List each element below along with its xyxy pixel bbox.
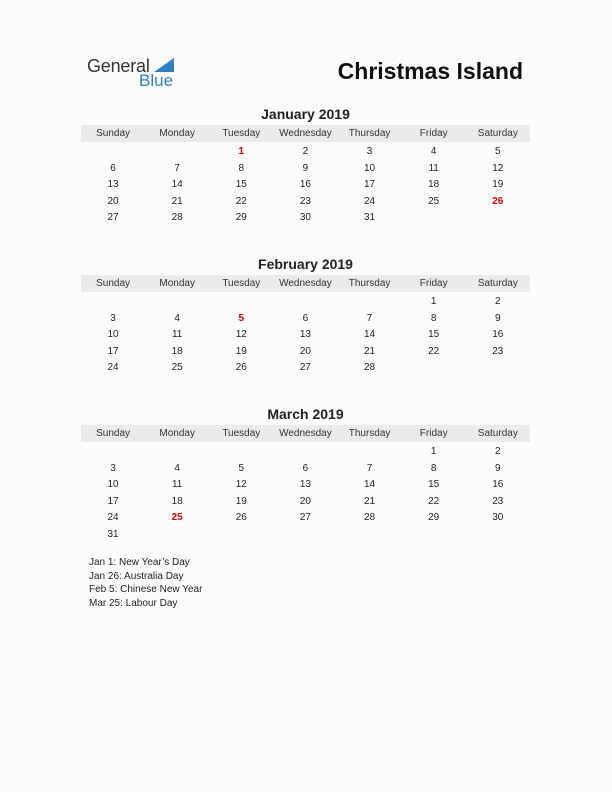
weekday-label: Monday xyxy=(159,428,195,439)
day-cell: 21 xyxy=(364,495,376,507)
day-cell: 27 xyxy=(107,212,119,224)
day-cell: 19 xyxy=(492,179,504,191)
day-cell: 31 xyxy=(364,212,376,224)
day-cell: 27 xyxy=(299,362,311,374)
logo-general-text: General xyxy=(87,56,150,76)
day-cell: 16 xyxy=(299,179,311,191)
day-cell: 21 xyxy=(364,345,376,357)
day-cell: 6 xyxy=(302,312,309,324)
day-cell: 20 xyxy=(299,495,311,507)
holiday-note: Feb 5: Chinese New Year xyxy=(89,584,203,595)
day-cell: 4 xyxy=(430,146,437,157)
weekday-label: Sunday xyxy=(96,128,131,139)
day-cell: 6 xyxy=(110,162,116,174)
day-cell: 28 xyxy=(364,362,376,374)
empty-day-cell xyxy=(273,444,337,461)
week-row xyxy=(81,210,530,227)
day-cell: 11 xyxy=(428,162,439,174)
weekday-label: Saturday xyxy=(477,278,518,289)
day-cell: 13 xyxy=(107,179,119,191)
day-cell: 12 xyxy=(235,479,247,491)
weekday-label: Sunday xyxy=(96,278,131,289)
empty-day-cell xyxy=(145,444,209,461)
weekday-label: Sunday xyxy=(96,428,131,439)
empty-day-cell xyxy=(466,527,530,544)
week-row xyxy=(81,194,530,211)
holiday-note: Mar 25: Labour Day xyxy=(89,597,178,609)
empty-day-cell xyxy=(209,444,273,461)
empty-day-cell xyxy=(273,527,337,544)
week-row xyxy=(81,510,530,527)
logo-blue-text: Blue xyxy=(139,71,174,90)
day-cell: 23 xyxy=(492,345,504,357)
empty-day-cell xyxy=(466,210,530,227)
weekday-label: Tuesday xyxy=(222,128,261,139)
empty-day-cell xyxy=(145,144,209,161)
day-cell: 25 xyxy=(171,362,183,374)
day-cell: 9 xyxy=(302,162,309,174)
weekday-header xyxy=(81,275,530,292)
empty-day-cell xyxy=(338,294,402,311)
day-cell: 26 xyxy=(235,512,247,524)
day-cell: 2 xyxy=(302,146,309,157)
empty-day-cell xyxy=(402,527,466,544)
day-cell: 31 xyxy=(107,528,119,540)
day-cell: 17 xyxy=(107,345,119,357)
day-cell: 10 xyxy=(107,329,119,341)
day-cell: 10 xyxy=(107,479,119,491)
month-title: February 2019 xyxy=(258,256,353,272)
weekday-header xyxy=(81,125,530,142)
holiday-day-cell: 1 xyxy=(238,146,245,157)
day-cell: 14 xyxy=(171,179,183,191)
day-cell: 5 xyxy=(495,146,501,157)
empty-day-cell xyxy=(273,294,337,311)
holiday-day-cell: 25 xyxy=(171,512,183,524)
day-cell: 17 xyxy=(364,179,376,191)
week-row xyxy=(81,527,530,544)
day-cell: 3 xyxy=(366,146,373,157)
day-cell: 7 xyxy=(174,162,180,174)
day-cell: 15 xyxy=(235,179,247,191)
day-cell: 13 xyxy=(299,479,311,491)
day-cell: 11 xyxy=(171,329,183,341)
day-cell: 23 xyxy=(492,495,504,507)
week-row xyxy=(81,327,530,344)
day-cell: 1 xyxy=(430,296,437,307)
empty-day-cell xyxy=(145,527,209,544)
day-cell: 2 xyxy=(495,296,501,307)
holiday-day-cell: 26 xyxy=(492,195,504,207)
holiday-notes xyxy=(89,556,202,610)
week-row xyxy=(81,294,530,311)
day-cell: 8 xyxy=(430,462,437,474)
weekday-label: Saturday xyxy=(477,128,518,139)
month-march xyxy=(81,405,530,544)
day-cell: 11 xyxy=(171,479,183,491)
day-cell: 10 xyxy=(364,162,376,174)
day-cell: 29 xyxy=(428,512,440,524)
day-cell: 9 xyxy=(495,462,501,474)
day-cell: 23 xyxy=(299,195,311,207)
week-row xyxy=(81,461,530,478)
day-cell: 14 xyxy=(364,479,376,491)
weekday-label: Thursday xyxy=(348,278,391,289)
day-cell: 29 xyxy=(235,212,247,224)
day-cell: 2 xyxy=(495,446,501,457)
month-title: March 2019 xyxy=(267,406,344,422)
day-cell: 20 xyxy=(107,195,119,207)
holiday-note: Jan 1: New Year’s Day xyxy=(89,557,190,568)
weekday-label: Wednesday xyxy=(279,428,332,439)
day-cell: 22 xyxy=(428,495,440,507)
day-cell: 12 xyxy=(492,162,504,174)
week-row xyxy=(81,494,530,511)
day-cell: 30 xyxy=(299,212,311,224)
day-cell: 8 xyxy=(238,162,245,174)
empty-day-cell xyxy=(466,360,530,377)
empty-day-cell xyxy=(145,294,209,311)
day-cell: 24 xyxy=(107,362,119,374)
empty-day-cell xyxy=(338,444,402,461)
day-cell: 12 xyxy=(235,329,247,341)
day-cell: 4 xyxy=(174,462,180,474)
week-row xyxy=(81,444,530,461)
day-cell: 1 xyxy=(430,446,437,457)
week-row xyxy=(81,477,530,494)
weekday-label: Monday xyxy=(159,278,195,289)
day-cell: 9 xyxy=(495,312,501,324)
day-cell: 6 xyxy=(302,462,309,474)
day-cell: 7 xyxy=(366,312,373,324)
weekday-label: Friday xyxy=(419,278,448,289)
weekday-label: Monday xyxy=(159,128,195,139)
day-cell: 20 xyxy=(299,345,311,357)
month-title: January 2019 xyxy=(261,106,350,122)
day-cell: 24 xyxy=(107,512,119,524)
weekday-label: Saturday xyxy=(477,428,518,439)
day-cell: 3 xyxy=(110,462,116,474)
day-cell: 25 xyxy=(428,195,440,207)
empty-day-cell xyxy=(209,527,273,544)
month-grid xyxy=(81,444,530,544)
day-cell: 26 xyxy=(235,362,247,374)
day-cell: 15 xyxy=(428,479,440,491)
day-cell: 16 xyxy=(492,479,504,491)
empty-day-cell xyxy=(402,360,466,377)
day-cell: 8 xyxy=(430,312,437,324)
day-cell: 19 xyxy=(235,345,247,357)
country-title: Christmas Island xyxy=(337,58,523,84)
day-cell: 15 xyxy=(428,329,440,341)
weekday-label: Thursday xyxy=(348,428,391,439)
weekday-label: Wednesday xyxy=(279,278,332,289)
day-cell: 18 xyxy=(171,345,183,357)
day-cell: 27 xyxy=(299,512,311,524)
month-january xyxy=(81,105,530,227)
day-cell: 30 xyxy=(492,512,504,524)
empty-day-cell xyxy=(81,144,145,161)
weekday-label: Tuesday xyxy=(222,428,261,439)
month-february xyxy=(81,255,530,377)
day-cell: 24 xyxy=(364,195,376,207)
holiday-note: Jan 26: Australia Day xyxy=(89,570,184,582)
holiday-day-cell: 5 xyxy=(238,312,245,324)
empty-day-cell xyxy=(209,294,273,311)
week-row xyxy=(81,144,530,161)
week-row xyxy=(81,311,530,328)
logo-triangle-icon xyxy=(154,58,174,72)
empty-day-cell xyxy=(338,527,402,544)
day-cell: 14 xyxy=(364,329,376,341)
empty-day-cell xyxy=(81,294,145,311)
month-grid xyxy=(81,294,530,377)
weekday-label: Wednesday xyxy=(279,128,332,139)
day-cell: 18 xyxy=(171,495,183,507)
day-cell: 13 xyxy=(299,329,311,341)
day-cell: 22 xyxy=(428,345,440,357)
day-cell: 28 xyxy=(364,512,376,524)
week-row xyxy=(81,161,530,178)
day-cell: 7 xyxy=(366,462,373,474)
day-cell: 19 xyxy=(235,495,247,507)
empty-day-cell xyxy=(81,444,145,461)
week-row xyxy=(81,360,530,377)
week-row xyxy=(81,344,530,361)
month-grid xyxy=(81,144,530,227)
week-row xyxy=(81,177,530,194)
day-cell: 21 xyxy=(171,195,183,207)
day-cell: 28 xyxy=(171,212,183,224)
day-cell: 16 xyxy=(492,329,504,341)
weekday-label: Tuesday xyxy=(222,278,261,289)
weekday-label: Friday xyxy=(419,128,448,139)
day-cell: 5 xyxy=(238,462,245,474)
day-cell: 3 xyxy=(110,312,116,324)
day-cell: 22 xyxy=(235,195,247,207)
logo xyxy=(87,56,197,92)
day-cell: 4 xyxy=(174,312,180,324)
weekday-label: Friday xyxy=(419,428,448,439)
day-cell: 17 xyxy=(107,495,119,507)
day-cell: 18 xyxy=(428,179,440,191)
empty-day-cell xyxy=(402,210,466,227)
weekday-header xyxy=(81,425,530,442)
weekday-label: Thursday xyxy=(348,128,391,139)
